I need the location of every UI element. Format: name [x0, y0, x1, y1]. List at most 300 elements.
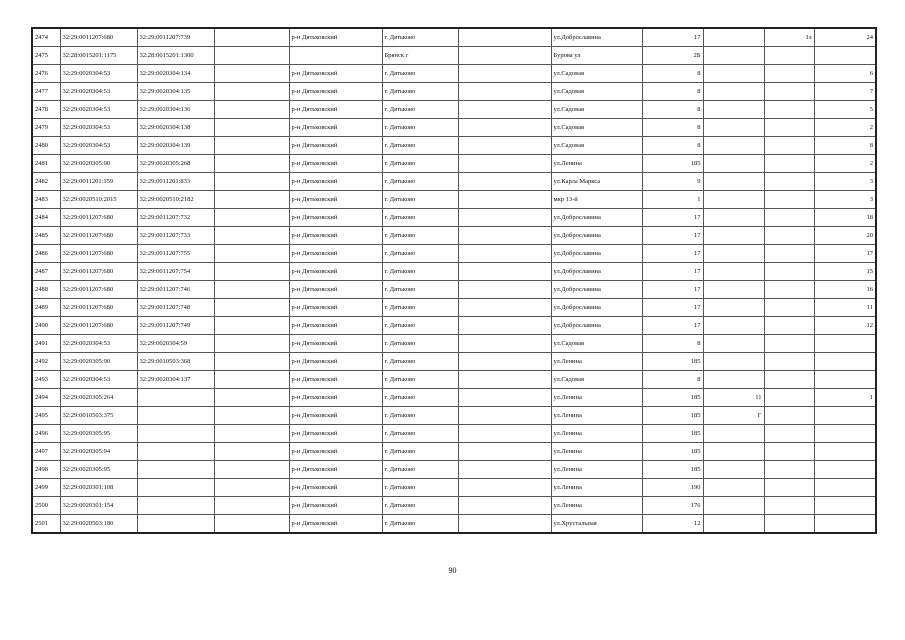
- apartment-cell: [814, 335, 876, 353]
- district-cell: р-н Дятьковский: [289, 353, 382, 371]
- city-cell: г. Дятьково: [382, 389, 458, 407]
- empty-cell-2: [458, 28, 551, 47]
- empty-cell: [214, 353, 289, 371]
- building-cell: [703, 371, 764, 389]
- street-cell: ул.Доброславина: [551, 281, 642, 299]
- district-cell: р-н Дятьковский: [289, 425, 382, 443]
- cadastral-number-cell: 32:29:0020304:53: [60, 65, 137, 83]
- letter-cell: [764, 65, 814, 83]
- building-cell: [703, 137, 764, 155]
- sub-cadastral-number-cell: 32:29:0011201:833: [137, 173, 214, 191]
- street-cell: ул.Ленина: [551, 155, 642, 173]
- building-cell: [703, 515, 764, 534]
- street-cell: ул.Садовая: [551, 371, 642, 389]
- table-row: [32, 191, 876, 209]
- row-number-cell: 2497: [32, 443, 60, 461]
- sub-cadastral-number-cell: 32:29:0011207:748: [137, 299, 214, 317]
- street-cell: ул.Хрустальная: [551, 515, 642, 534]
- letter-cell: [764, 281, 814, 299]
- city-cell: г. Дятьково: [382, 515, 458, 534]
- building-cell: [703, 227, 764, 245]
- letter-cell: [764, 425, 814, 443]
- empty-cell: [214, 515, 289, 534]
- empty-cell-2: [458, 155, 551, 173]
- district-cell: р-н Дятьковский: [289, 209, 382, 227]
- apartment-cell: 24: [814, 28, 876, 47]
- house-number-cell: 185: [642, 407, 703, 425]
- empty-cell: [214, 191, 289, 209]
- letter-cell: [764, 155, 814, 173]
- sub-cadastral-number-cell: 32:29:0011207:749: [137, 317, 214, 335]
- empty-cell-2: [458, 497, 551, 515]
- empty-cell: [214, 317, 289, 335]
- sub-cadastral-number-cell: [137, 515, 214, 534]
- apartment-cell: [814, 497, 876, 515]
- apartment-cell: [814, 425, 876, 443]
- table-row: [32, 137, 876, 155]
- building-cell: [703, 335, 764, 353]
- sub-cadastral-number-cell: 32:29:0020510:2182: [137, 191, 214, 209]
- cadastral-number-cell: 32:29:0020305:264: [60, 389, 137, 407]
- row-number-cell: 2501: [32, 515, 60, 534]
- empty-cell: [214, 461, 289, 479]
- sub-cadastral-number-cell: [137, 479, 214, 497]
- sub-cadastral-number-cell: 32:29:0011207:755: [137, 245, 214, 263]
- street-cell: ул.Ленина: [551, 353, 642, 371]
- house-number-cell: 1: [642, 191, 703, 209]
- street-cell: ул.Ленина: [551, 443, 642, 461]
- sub-cadastral-number-cell: 32:29:0020304:137: [137, 371, 214, 389]
- row-number-cell: 2478: [32, 101, 60, 119]
- table-row: [32, 209, 876, 227]
- empty-cell: [214, 227, 289, 245]
- apartment-cell: 2: [814, 119, 876, 137]
- city-cell: г. Дятьково: [382, 137, 458, 155]
- empty-cell: [214, 371, 289, 389]
- city-cell: г. Дятьково: [382, 425, 458, 443]
- house-number-cell: 12: [642, 515, 703, 534]
- row-number-cell: 2477: [32, 83, 60, 101]
- building-cell: [703, 497, 764, 515]
- empty-cell: [214, 119, 289, 137]
- cadastral-number-cell: 32:29:0020301:154: [60, 497, 137, 515]
- sub-cadastral-number-cell: 32:29:0020304:135: [137, 83, 214, 101]
- apartment-cell: 3: [814, 191, 876, 209]
- city-cell: г. Дятьково: [382, 335, 458, 353]
- cadastral-number-cell: 32:29:0020305:90: [60, 155, 137, 173]
- district-cell: р-н Дятьковский: [289, 119, 382, 137]
- empty-cell: [214, 389, 289, 407]
- sub-cadastral-number-cell: 32:29:0011207:746: [137, 281, 214, 299]
- apartment-cell: 1: [814, 389, 876, 407]
- house-number-cell: 9: [642, 173, 703, 191]
- city-cell: г. Дятьково: [382, 209, 458, 227]
- district-cell: р-н Дятьковский: [289, 443, 382, 461]
- letter-cell: [764, 101, 814, 119]
- sub-cadastral-number-cell: 32:29:0020304:138: [137, 119, 214, 137]
- house-number-cell: 185: [642, 353, 703, 371]
- street-cell: ул.Доброславина: [551, 299, 642, 317]
- city-cell: г. Дятьково: [382, 191, 458, 209]
- building-cell: [703, 209, 764, 227]
- cadastral-number-cell: 32:29:0010503:375: [60, 407, 137, 425]
- street-cell: ул.Ленина: [551, 461, 642, 479]
- table-row: [32, 335, 876, 353]
- building-cell: Г: [703, 407, 764, 425]
- table-row: [32, 389, 876, 407]
- row-number-cell: 2491: [32, 335, 60, 353]
- district-cell: р-н Дятьковский: [289, 191, 382, 209]
- street-cell: ул.Карла Маркса: [551, 173, 642, 191]
- building-cell: [703, 443, 764, 461]
- row-number-cell: 2500: [32, 497, 60, 515]
- building-cell: [703, 173, 764, 191]
- letter-cell: [764, 245, 814, 263]
- apartment-cell: 2: [814, 155, 876, 173]
- letter-cell: [764, 191, 814, 209]
- street-cell: ул.Доброславина: [551, 263, 642, 281]
- apartment-cell: 11: [814, 299, 876, 317]
- building-cell: [703, 353, 764, 371]
- sub-cadastral-number-cell: 32:29:0020304:139: [137, 137, 214, 155]
- row-number-cell: 2481: [32, 155, 60, 173]
- city-cell: г. Дятьково: [382, 371, 458, 389]
- sub-cadastral-number-cell: 32:29:0020304:134: [137, 65, 214, 83]
- street-cell: ул.Ленина: [551, 497, 642, 515]
- table-row: [32, 227, 876, 245]
- district-cell: р-н Дятьковский: [289, 461, 382, 479]
- building-cell: [703, 299, 764, 317]
- row-number-cell: 2496: [32, 425, 60, 443]
- apartment-cell: 16: [814, 281, 876, 299]
- cadastral-number-cell: 32:29:0020304:53: [60, 335, 137, 353]
- row-number-cell: 2480: [32, 137, 60, 155]
- letter-cell: [764, 389, 814, 407]
- cadastral-number-cell: 32:29:0011201:159: [60, 173, 137, 191]
- house-number-cell: 8: [642, 137, 703, 155]
- table-row: [32, 155, 876, 173]
- apartment-cell: 3: [814, 173, 876, 191]
- table-row: [32, 497, 876, 515]
- city-cell: г. Дятьково: [382, 281, 458, 299]
- building-cell: [703, 317, 764, 335]
- letter-cell: [764, 137, 814, 155]
- street-cell: ул.Ленина: [551, 425, 642, 443]
- empty-cell-2: [458, 443, 551, 461]
- sub-cadastral-number-cell: [137, 443, 214, 461]
- street-cell: ул.Доброславина: [551, 28, 642, 47]
- sub-cadastral-number-cell: [137, 461, 214, 479]
- city-cell: Брянск г: [382, 47, 458, 65]
- empty-cell-2: [458, 461, 551, 479]
- empty-cell-2: [458, 173, 551, 191]
- house-number-cell: 185: [642, 389, 703, 407]
- row-number-cell: 2494: [32, 389, 60, 407]
- row-number-cell: 2492: [32, 353, 60, 371]
- city-cell: г. Дятьково: [382, 245, 458, 263]
- empty-cell-2: [458, 299, 551, 317]
- row-number-cell: 2484: [32, 209, 60, 227]
- street-cell: ул.Садовая: [551, 65, 642, 83]
- row-number-cell: 2488: [32, 281, 60, 299]
- street-cell: ул.Доброславина: [551, 227, 642, 245]
- apartment-cell: [814, 515, 876, 534]
- street-cell: мкр 13-й: [551, 191, 642, 209]
- empty-cell-2: [458, 353, 551, 371]
- table-row: [32, 461, 876, 479]
- cadastral-number-cell: 32:28:0015201:1175: [60, 47, 137, 65]
- cadastral-number-cell: 32:29:0020305:90: [60, 353, 137, 371]
- empty-cell-2: [458, 425, 551, 443]
- apartment-cell: [814, 407, 876, 425]
- row-number-cell: 2474: [32, 28, 60, 47]
- house-number-cell: 8: [642, 335, 703, 353]
- sub-cadastral-number-cell: [137, 425, 214, 443]
- city-cell: г. Дятьково: [382, 407, 458, 425]
- house-number-cell: 17: [642, 209, 703, 227]
- row-number-cell: 2499: [32, 479, 60, 497]
- house-number-cell: 17: [642, 28, 703, 47]
- empty-cell: [214, 173, 289, 191]
- building-cell: [703, 65, 764, 83]
- empty-cell: [214, 101, 289, 119]
- empty-cell: [214, 407, 289, 425]
- cadastral-number-cell: 32:29:0011207:680: [60, 227, 137, 245]
- empty-cell: [214, 443, 289, 461]
- empty-cell-2: [458, 317, 551, 335]
- letter-cell: [764, 497, 814, 515]
- cadastral-number-cell: 32:29:0020304:53: [60, 101, 137, 119]
- street-cell: ул.Ленина: [551, 479, 642, 497]
- cadastral-number-cell: 32:29:0020304:53: [60, 371, 137, 389]
- letter-cell: [764, 353, 814, 371]
- table-row: [32, 443, 876, 461]
- empty-cell: [214, 245, 289, 263]
- street-cell: ул.Ленина: [551, 407, 642, 425]
- sub-cadastral-number-cell: 32:29:0011207:739: [137, 28, 214, 47]
- city-cell: г. Дятьково: [382, 28, 458, 47]
- empty-cell-2: [458, 389, 551, 407]
- empty-cell: [214, 281, 289, 299]
- cadastral-number-cell: 32:29:0020305:94: [60, 443, 137, 461]
- cadastral-number-cell: 32:29:0020304:53: [60, 137, 137, 155]
- table-row: [32, 281, 876, 299]
- district-cell: р-н Дятьковский: [289, 65, 382, 83]
- table-row: [32, 371, 876, 389]
- district-cell: р-н Дятьковский: [289, 515, 382, 534]
- sub-cadastral-number-cell: [137, 407, 214, 425]
- table-row: [32, 65, 876, 83]
- city-cell: г. Дятьково: [382, 227, 458, 245]
- table-row: [32, 28, 876, 47]
- building-cell: [703, 461, 764, 479]
- sub-cadastral-number-cell: 32:29:0020304:59: [137, 335, 214, 353]
- district-cell: р-н Дятьковский: [289, 28, 382, 47]
- letter-cell: [764, 119, 814, 137]
- district-cell: р-н Дятьковский: [289, 335, 382, 353]
- document-table: [31, 27, 877, 534]
- building-cell: [703, 28, 764, 47]
- empty-cell-2: [458, 47, 551, 65]
- city-cell: г. Дятьково: [382, 119, 458, 137]
- empty-cell: [214, 335, 289, 353]
- row-number-cell: 2493: [32, 371, 60, 389]
- letter-cell: [764, 317, 814, 335]
- cadastral-number-cell: 32:29:0020304:53: [60, 119, 137, 137]
- city-cell: г. Дятьково: [382, 101, 458, 119]
- apartment-cell: 17: [814, 245, 876, 263]
- house-number-cell: 17: [642, 299, 703, 317]
- empty-cell: [214, 137, 289, 155]
- house-number-cell: 8: [642, 371, 703, 389]
- empty-cell: [214, 209, 289, 227]
- apartment-cell: 5: [814, 101, 876, 119]
- cadastral-number-cell: 32:29:0020304:53: [60, 83, 137, 101]
- letter-cell: [764, 461, 814, 479]
- table-row: [32, 425, 876, 443]
- cadastral-number-cell: 32:29:0011207:680: [60, 263, 137, 281]
- house-number-cell: 8: [642, 119, 703, 137]
- district-cell: р-н Дятьковский: [289, 371, 382, 389]
- sub-cadastral-number-cell: 32:28:0015201:1300: [137, 47, 214, 65]
- empty-cell-2: [458, 407, 551, 425]
- house-number-cell: 17: [642, 281, 703, 299]
- cadastral-number-cell: 32:29:0020301:108: [60, 479, 137, 497]
- cadastral-number-cell: 32:29:0011207:680: [60, 317, 137, 335]
- house-number-cell: 185: [642, 425, 703, 443]
- table-row: [32, 101, 876, 119]
- empty-cell: [214, 28, 289, 47]
- empty-cell: [214, 83, 289, 101]
- letter-cell: [764, 173, 814, 191]
- building-cell: [703, 101, 764, 119]
- table-row: [32, 479, 876, 497]
- apartment-cell: [814, 479, 876, 497]
- letter-cell: 1э: [764, 28, 814, 47]
- empty-cell: [214, 65, 289, 83]
- empty-cell-2: [458, 191, 551, 209]
- street-cell: Бурова ул: [551, 47, 642, 65]
- apartment-cell: [814, 461, 876, 479]
- apartment-cell: [814, 371, 876, 389]
- empty-cell-2: [458, 209, 551, 227]
- apartment-cell: [814, 443, 876, 461]
- row-number-cell: 2498: [32, 461, 60, 479]
- empty-cell: [214, 497, 289, 515]
- table-row: [32, 263, 876, 281]
- city-cell: г. Дятьково: [382, 155, 458, 173]
- empty-cell-2: [458, 245, 551, 263]
- letter-cell: [764, 227, 814, 245]
- city-cell: г. Дятьково: [382, 353, 458, 371]
- city-cell: г. Дятьково: [382, 461, 458, 479]
- building-cell: [703, 119, 764, 137]
- table-row: [32, 119, 876, 137]
- cadastral-number-cell: 32:29:0011207:680: [60, 299, 137, 317]
- sub-cadastral-number-cell: 32:29:0020304:136: [137, 101, 214, 119]
- apartment-cell: 20: [814, 227, 876, 245]
- cadastral-number-cell: 32:29:0011207:680: [60, 281, 137, 299]
- empty-cell: [214, 425, 289, 443]
- cadastral-number-cell: 32:29:0020305:95: [60, 461, 137, 479]
- sub-cadastral-number-cell: 32:29:0011207:754: [137, 263, 214, 281]
- district-cell: р-н Дятьковский: [289, 245, 382, 263]
- building-cell: [703, 191, 764, 209]
- district-cell: р-н Дятьковский: [289, 389, 382, 407]
- building-cell: [703, 245, 764, 263]
- cadastral-number-cell: 32:29:0011207:680: [60, 209, 137, 227]
- sub-cadastral-number-cell: [137, 497, 214, 515]
- street-cell: ул.Садовая: [551, 101, 642, 119]
- empty-cell-2: [458, 335, 551, 353]
- sub-cadastral-number-cell: 32:29:0020305:268: [137, 155, 214, 173]
- table-row: [32, 299, 876, 317]
- district-cell: [289, 47, 382, 65]
- apartment-cell: 12: [814, 317, 876, 335]
- letter-cell: [764, 515, 814, 534]
- house-number-cell: 185: [642, 461, 703, 479]
- street-cell: ул.Садовая: [551, 335, 642, 353]
- building-cell: 11: [703, 389, 764, 407]
- street-cell: ул.Ленина: [551, 389, 642, 407]
- empty-cell: [214, 47, 289, 65]
- empty-cell-2: [458, 65, 551, 83]
- house-number-cell: 8: [642, 83, 703, 101]
- cadastral-number-cell: 32:29:0011207:680: [60, 28, 137, 47]
- apartment-cell: 6: [814, 65, 876, 83]
- house-number-cell: 17: [642, 317, 703, 335]
- city-cell: г. Дятьково: [382, 299, 458, 317]
- district-cell: р-н Дятьковский: [289, 263, 382, 281]
- house-number-cell: 17: [642, 245, 703, 263]
- city-cell: г. Дятьково: [382, 65, 458, 83]
- row-number-cell: 2489: [32, 299, 60, 317]
- row-number-cell: 2482: [32, 173, 60, 191]
- letter-cell: [764, 263, 814, 281]
- cadastral-number-cell: 32:29:0020510:2015: [60, 191, 137, 209]
- empty-cell-2: [458, 83, 551, 101]
- row-number-cell: 2486: [32, 245, 60, 263]
- street-cell: ул.Садовая: [551, 83, 642, 101]
- street-cell: ул.Садовая: [551, 119, 642, 137]
- district-cell: р-н Дятьковский: [289, 317, 382, 335]
- letter-cell: [764, 209, 814, 227]
- row-number-cell: 2475: [32, 47, 60, 65]
- house-number-cell: 2Б: [642, 47, 703, 65]
- table-row: [32, 173, 876, 191]
- district-cell: р-н Дятьковский: [289, 407, 382, 425]
- apartment-cell: [814, 353, 876, 371]
- street-cell: ул.Садовая: [551, 137, 642, 155]
- cadastral-number-cell: 32:29:0011207:680: [60, 245, 137, 263]
- apartment-cell: [814, 47, 876, 65]
- apartment-cell: 8: [814, 137, 876, 155]
- letter-cell: [764, 47, 814, 65]
- district-cell: р-н Дятьковский: [289, 83, 382, 101]
- row-number-cell: 2490: [32, 317, 60, 335]
- table-row: [32, 317, 876, 335]
- sub-cadastral-number-cell: 32:29:0010503:368: [137, 353, 214, 371]
- letter-cell: [764, 299, 814, 317]
- row-number-cell: 2487: [32, 263, 60, 281]
- city-cell: г. Дятьково: [382, 263, 458, 281]
- page-number: 90: [448, 566, 457, 575]
- district-cell: р-н Дятьковский: [289, 479, 382, 497]
- city-cell: г. Дятьково: [382, 479, 458, 497]
- table-row: [32, 245, 876, 263]
- city-cell: г. Дятьково: [382, 317, 458, 335]
- empty-cell-2: [458, 281, 551, 299]
